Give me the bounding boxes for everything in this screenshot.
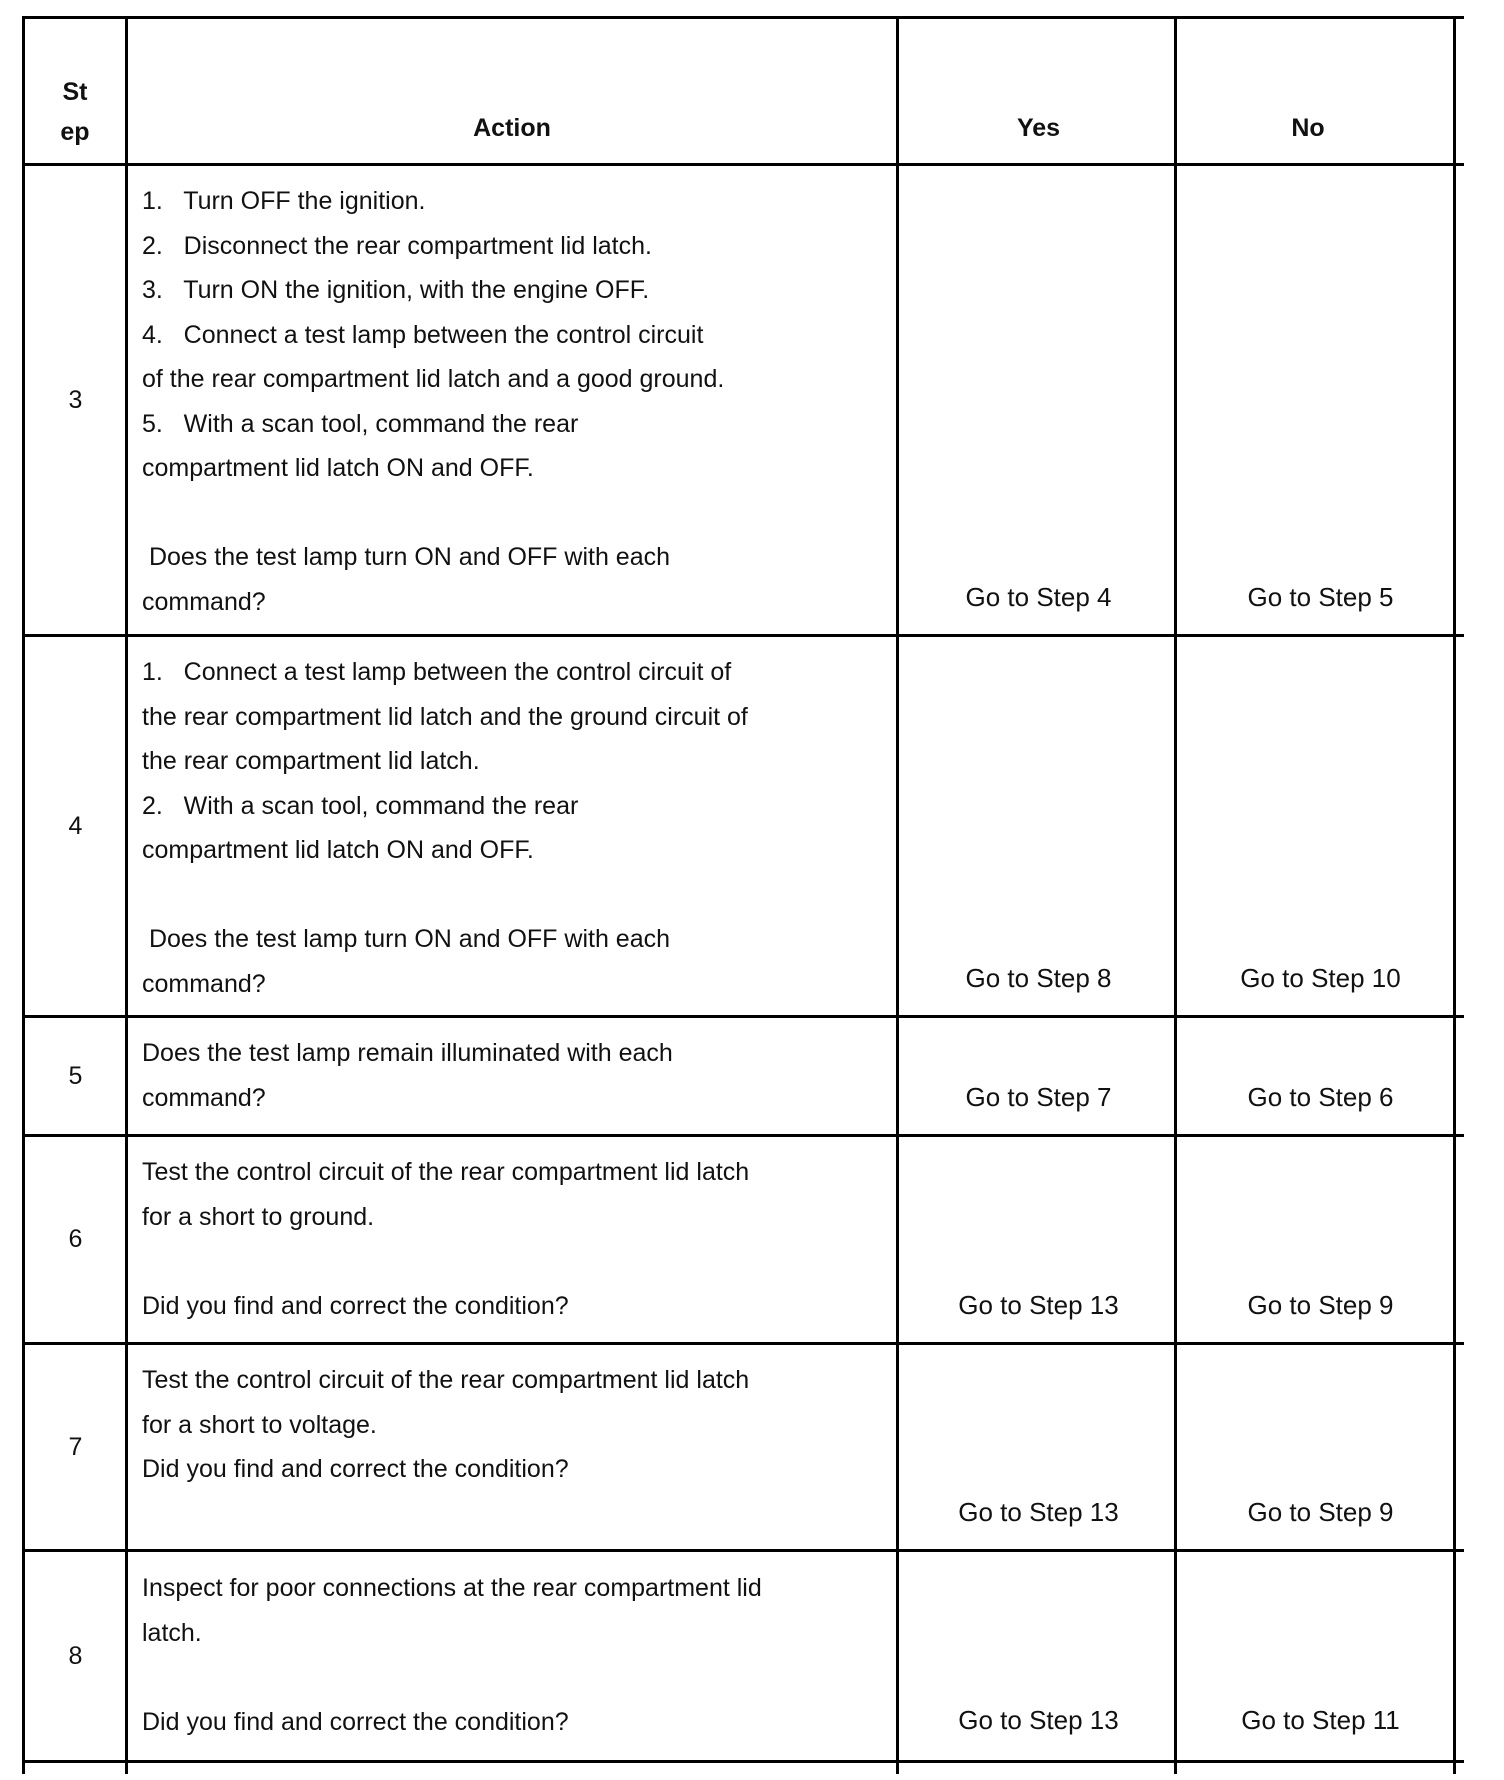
action-text: Does the test lamp remain illuminated with each command? (142, 1039, 673, 1112)
header-step: St ep (60, 78, 90, 146)
no-target: Go to Step 11 (1241, 1705, 1400, 1735)
column-divider (896, 16, 899, 1774)
yes-target: Go to Step 13 (958, 1705, 1119, 1735)
header-action: Action (473, 114, 551, 142)
row-divider (22, 1342, 1464, 1345)
row-divider (22, 1549, 1464, 1552)
no-target: Go to Step 9 (1247, 1497, 1394, 1527)
header-yes: Yes (1016, 114, 1061, 142)
action-text: Test the control circuit of the rear compartment lid latch for a short to ground. Did you find and correct the condition? (142, 1158, 750, 1320)
action-text: Test the control circuit of the rear compartment lid latch for a short to voltage. Did you find and correct the condition? (142, 1366, 750, 1483)
yes-target: Go to Step 13 (958, 1497, 1119, 1527)
row-divider (22, 634, 1464, 637)
step-number: 4 (68, 811, 83, 840)
step-number: 6 (68, 1225, 83, 1253)
yes-target: Go to Step 7 (965, 1082, 1112, 1112)
no-target: Go to Step 5 (1247, 582, 1394, 612)
action-text: 1. Turn OFF the ignition. 2. Disconnect the rear compartment lid latch. 3. Turn ON the ignition, with the engine OFF. 4. Connect a test lamp between the control circuit of the rear compartment lid latch and a good ground. 5. With a scan tool, command the rear compartment lid latch ON and OFF. Does the test lamp turn ON and OFF with each command? (142, 187, 725, 616)
no-target: Go to Step 6 (1247, 1082, 1394, 1112)
row-divider (22, 1134, 1464, 1137)
table-border-bottom (22, 1760, 1464, 1763)
action-text: 1. Connect a test lamp between the control circuit of the rear compartment lid latch and the ground circuit of the rear compartment lid latch. 2. With a scan tool, command the rear compartment lid latch ON and OFF. Does the test lamp turn ON and OFF with each command? (142, 658, 748, 998)
header-divider (22, 163, 1464, 166)
header-no: No (1291, 114, 1325, 142)
table-border-top (22, 16, 1464, 19)
action-text: Inspect for poor connections at the rear compartment lid latch. Did you find and correct the condition? (142, 1574, 762, 1736)
step-number: 8 (68, 1641, 83, 1670)
yes-target: Go to Step 4 (965, 582, 1112, 612)
step-number: 5 (68, 1061, 83, 1090)
no-target: Go to Step 9 (1247, 1290, 1394, 1320)
step-number: 3 (68, 385, 83, 414)
no-target: Go to Step 10 (1240, 963, 1401, 993)
yes-target: Go to Step 13 (958, 1290, 1119, 1320)
step-number: 7 (68, 1432, 83, 1461)
row-divider (22, 1015, 1464, 1018)
yes-target: Go to Step 8 (965, 963, 1112, 993)
